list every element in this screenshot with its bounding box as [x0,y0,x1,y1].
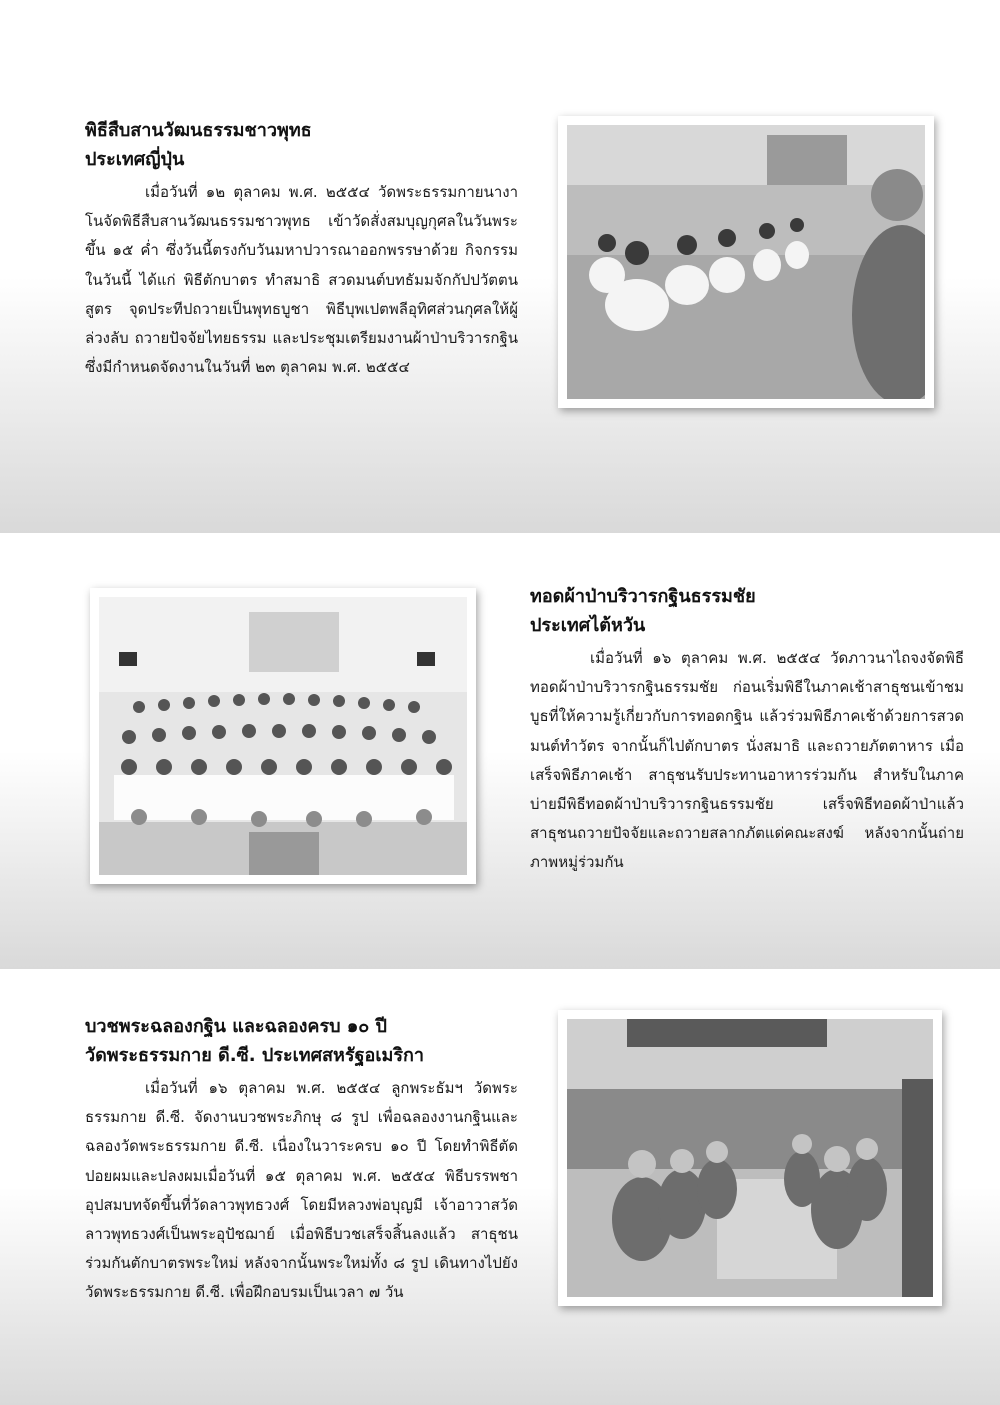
article-title-line1: บวชพระฉลองกฐิน และฉลองครบ ๑๐ ปี [85,1016,387,1037]
article-japan [85,116,518,382]
photo-usa-ordination [558,1010,942,1306]
article-title-line1: พิธีสืบสานวัฒนธรรมชาวพุทธ [85,120,312,141]
article-title [530,582,964,640]
article-body: เมื่อวันที่ ๑๖ ตุลาคม พ.ศ. ๒๕๕๔ วัดภาวนาไถจงจัดพิธีทอดผ้าป่าบริวารกฐินธรรมชัย ก่อนเริ่มพิธีในภาคเช้าสาธุชนเข้าชมบูธที่ให้ความรู้เกี่ยวกับการทอดกฐิน แล้วร่วมพิธีภาคเช้าด้วยการสวดมนต์ทำวัตร จากนั้นก็ไปตักบาตร นั่งสมาธิ และถวายภัตตาหาร เมื่อเสร็จพิธีภาคเช้า สาธุชนรับประทานอาหารร่วมกัน สำหรับในภาคบ่ายมีพิธีทอดผ้าป่าบริวารกฐินธรรมชัย เสร็จพิธีทอดผ้าป่าแล้ว สาธุชนถวายปัจจัยและถวายสลากภัตแด่คณะสงฆ์ หลังจากนั้นถ่ายภาพหมู่ร่วมกัน [530,649,964,872]
article-title-line2: ประเทศไต้หวัน [530,615,646,636]
photo-taiwan-group [90,588,476,884]
article-title-line2: ประเทศญี่ปุ่น [85,149,185,170]
article-title [85,116,518,174]
article-usa [85,1012,518,1308]
article-body: เมื่อวันที่ ๑๖ ตุลาคม พ.ศ. ๒๕๕๔ ลูกพระธัมฯ วัดพระธรรมกาย ดี.ซี. จัดงานบวชพระภิกษุ ๘ รูป เพื่อฉลองงานกฐินและฉลองวัดพระธรรมกาย ดี.ซี. เนื่องในวาระครบ ๑๐ ปี โดยทำพิธีตัดปอยผมและปลงผมเมื่อวันที่ ๑๕ ตุลาคม พ.ศ. ๒๕๕๔ พิธีบรรพชาอุปสมบทจัดขึ้นที่วัดลาวพุทธวงศ์ โดยมีหลวงพ่อบุญมี เจ้าอาวาสวัดลาวพุทธวงศ์เป็นพระอุปัชฌาย์ เมื่อพิธีบวชเสร็จสิ้นลงแล้ว สาธุชนร่วมกันตักบาตรพระใหม่ หลังจากนั้นพระใหม่ทั้ง ๘ รูป เดินทางไปยังวัดพระธรรมกาย ดี.ซี. เพื่อฝึกอบรมเป็นเวลา ๗ วัน [85,1079,518,1302]
article-title [85,1012,518,1070]
photo-japan-ceremony [558,116,934,408]
article-body: เมื่อวันที่ ๑๒ ตุลาคม พ.ศ. ๒๕๕๔ วัดพระธรรมกายนางาโนจัดพิธีสืบสานวัฒนธรรมชาวพุทธ เข้าวัดสั่งสมบุญกุศลในวันพระขึ้น ๑๕ ค่ำ ซึ่งวันนี้ตรงกับวันมหาปวารณาออกพรรษาด้วย กิจกรรมในวันนี้ ได้แก่ พิธีตักบาตร ทำสมาธิ สวดมนต์บทธัมมจักกัปปวัตตนสูตร จุดประทีปถวายเป็นพุทธบูชา พิธีบุพเปตพลีอุทิศส่วนกุศลให้ผู้ล่วงลับ ถวายปัจจัยไทยธรรม และประชุมเตรียมงานผ้าป่าบริวารกฐิน ซึ่งมีกำหนดจัดงานในวันที่ ๒๓ ตุลาคม พ.ศ. ๒๕๕๔ [85,183,518,377]
article-taiwan [530,582,964,878]
article-title-line1: ทอดผ้าป่าบริวารกฐินธรรมชัย [530,586,756,607]
article-title-line2: วัดพระธรรมกาย ดี.ซี. ประเทศสหรัฐอเมริกา [85,1045,425,1066]
